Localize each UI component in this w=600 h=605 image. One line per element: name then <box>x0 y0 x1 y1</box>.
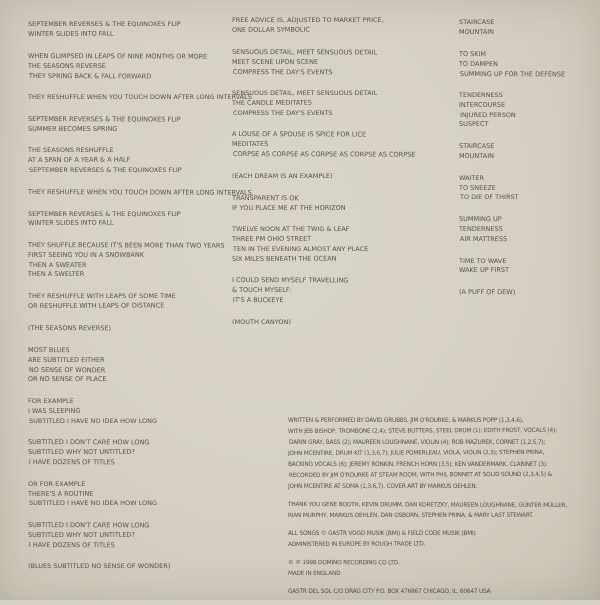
text-group <box>28 292 254 312</box>
text-group <box>459 50 565 80</box>
handwritten-line: DARIN GRAY, BASS (2); MAUREEN LOUGHNANE, VIOLIN (4); ROB MAZUREK, CORNET (1,2,5,7); <box>289 440 546 446</box>
handwritten-line: JOHN MCENTIRE AT SOMA (1,3,6,7). COVER ART BY MARKUS OEHLEN. <box>288 484 478 490</box>
handwritten-line: TEN IN THE EVENING ALMOST ANY PLACE <box>233 244 369 253</box>
handwritten-line: (BLUES SUBTITLED NO SENSE OF WONDER) <box>28 562 171 571</box>
handwritten-line: FIRST SEEING YOU IN A SNOWBANK <box>27 250 144 259</box>
handwritten-line: I HAVE DOZENS OF TITLES <box>28 457 115 467</box>
handwritten-line: FREE ADVICE IS, ADJUSTED TO MARKET PRICE, <box>232 16 384 24</box>
handwritten-line: WAKE UP FIRST <box>458 266 509 275</box>
handwritten-line: AT A SPAN OF A YEAR & A HALF <box>27 155 131 165</box>
handwritten-line: TO SNEEZE <box>458 183 496 192</box>
handwritten-line: JOHN MCENTIRE, DRUM KIT (1,3,6,7); JULIE POMERLEAU, VIOLA, VIOLIN (2,3); STEPHEN PRINA, <box>287 449 545 457</box>
handwritten-line: (THE SEASONS REVERSE) <box>27 323 112 333</box>
handwritten-line: SUMMING UP <box>458 215 502 224</box>
text-group <box>28 438 254 468</box>
text-group <box>288 416 596 493</box>
handwritten-line: A LOUSE OF A SPOUSE IS SPICE FOR LICE <box>231 130 367 139</box>
handwritten-line: SUBTITLED I HAVE NO IDEA HOW LONG <box>29 416 158 425</box>
handwritten-line: FOR EXAMPLE <box>28 396 74 405</box>
text-group <box>459 91 565 130</box>
handwritten-line: OR FOR EXAMPLE <box>28 479 86 488</box>
handwritten-line: SEPTEMBER REVERSES & THE EQUINOXES FLIP <box>28 20 181 28</box>
handwritten-line: SUBTITLED I DON'T CARE HOW LONG <box>27 438 150 447</box>
handwritten-line: MEET SCENE UPON SCENE <box>231 57 319 66</box>
handwritten-line: MOUNTAIN <box>458 151 494 160</box>
handwritten-line: INJURED PERSON <box>460 110 516 119</box>
handwritten-line: THE SEASONS RESHUFFLE <box>28 146 114 155</box>
handwritten-line: RECORDED BY JIM O'ROURKE AT STEAM ROOM, WITH PHIL BONNET AT SOLID SOUND (2,3,4,5) & <box>288 471 552 479</box>
handwritten-line: WHEN GLIMPSED IN LEAPS OF NINE MONTHS OR MORE <box>27 51 208 61</box>
handwritten-line: SEPTEMBER REVERSES & THE EQUINOXES FLIP <box>29 165 182 174</box>
handwritten-line: MEDITATES <box>231 140 269 149</box>
handwritten-line: CORPSE AS CORPSE AS CORPSE AS CORPSE AS CORPSE <box>232 149 416 159</box>
handwritten-line: SUBTITLED WHY NOT UNTITLED? <box>27 448 135 457</box>
handwritten-line: SUBTITLED I HAVE NO IDEA HOW LONG <box>29 499 158 508</box>
handwritten-line: (EACH DREAM IS AN EXAMPLE) <box>232 171 333 180</box>
lyrics-column-middle <box>232 16 415 328</box>
handwritten-line: ADMINISTERED IN EUROPE BY ROUGH TRADE LTD. <box>287 541 426 548</box>
handwritten-line: THANK YOU GENE BOOTH, KEVIN DRUMM, DAN KORETZKY, MAUREEN LOUGHNANE, GÜNTER MÜLLER, <box>287 502 568 509</box>
handwritten-line: AIR MATTRESS <box>459 234 508 243</box>
handwritten-line: THEY SHUFFLE BECAUSE IT'S BEEN MORE THAN TWO YEARS <box>27 241 225 250</box>
lyrics-column-right <box>459 18 565 298</box>
handwritten-line: I HAVE DOZENS OF TITLES <box>28 540 115 549</box>
handwritten-line: TRANSPARENT IS OK <box>231 193 299 202</box>
handwritten-line: WINTER SLIDES INTO FALL <box>27 218 114 228</box>
text-group <box>232 318 415 328</box>
handwritten-line: SIX MILES BENEATH THE OCEAN <box>231 254 337 263</box>
text-group <box>288 587 596 598</box>
text-group <box>28 93 254 103</box>
handwritten-line: WINTER SLIDES INTO FALL <box>27 29 114 38</box>
handwritten-line: SEPTEMBER REVERSES & THE EQUINOXES FLIP <box>28 209 181 218</box>
handwritten-line: SENSUOUS DETAIL, MEET SENSUOUS DETAIL <box>231 47 378 57</box>
handwritten-line: THEY SPRING BACK & FALL FORWARD <box>28 71 152 80</box>
handwritten-line: (A PUFF OF DEW) <box>458 288 516 297</box>
text-group <box>232 48 416 78</box>
handwritten-line: SUSPECT <box>458 120 489 129</box>
text-group <box>28 346 254 386</box>
handwritten-line: NO SENSE OF WONDER <box>28 365 106 374</box>
handwritten-line: TIME TO WAVE <box>459 256 507 265</box>
handwritten-line: MADE IN ENGLAND <box>287 570 341 577</box>
text-group <box>232 172 415 182</box>
handwritten-line: THEY RESHUFFLE WITH LEAPS OF SOME TIME <box>28 292 176 301</box>
handwritten-line: TENDERNESS <box>458 224 503 233</box>
handwritten-line: THEY RESHUFFLE WHEN YOU TOUCH DOWN AFTER LONG INTERVALS. <box>27 187 254 197</box>
text-group <box>232 16 415 36</box>
handwritten-line: THERE'S A ROUTINE <box>27 489 94 498</box>
text-group <box>28 188 254 199</box>
handwritten-line: I COULD SEND MYSELF TRAVELLING <box>231 276 349 285</box>
handwritten-line: ARE SUBTITLED EITHER <box>27 355 105 364</box>
handwritten-line: SUMMER BECOMES SPRING <box>27 124 118 133</box>
text-group <box>459 257 565 277</box>
handwritten-line: WITH JEB BISHOP, TROMBONE (2,4); STEVE BUTTERS, STEEL DRUM (1); EDITH FROST, VOCALS (4); <box>287 427 557 435</box>
handwritten-line: COMPRESS THE DAY'S EVENTS <box>232 67 333 76</box>
text-group <box>28 397 254 426</box>
handwritten-line: TO DIE OF THIRST <box>460 193 519 202</box>
text-group <box>28 210 254 230</box>
handwritten-line: RIAN MURPHY, MARKUS OEHLEN, DAN OSBORN, STEPHEN PRINA, & MARY LAST STEWART. <box>287 512 534 519</box>
handwritten-line: THEY RESHUFFLE WHEN YOU TOUCH DOWN AFTER LONG INTERVALS <box>28 92 252 101</box>
handwritten-line: ALL SONGS © GASTR VOGO MUSIK (BMI) & FIELD CODE MUSIK (BMI) <box>288 531 476 537</box>
handwritten-line: COMPRESS THE DAY'S EVENTS <box>233 108 333 117</box>
handwritten-line: STAIRCASE <box>458 142 495 151</box>
handwritten-line: THE SEASONS REVERSE <box>27 61 106 70</box>
text-group <box>28 480 254 509</box>
handwritten-line: MOUNTAIN <box>458 27 495 36</box>
handwritten-line: TENDERNESS <box>459 90 503 99</box>
handwritten-line: OR NO SENSE OF PLACE <box>27 375 107 384</box>
handwritten-line: SEPTEMBER REVERSES & THE EQUINOXES FLIP <box>27 114 181 124</box>
text-group <box>459 215 565 245</box>
handwritten-line: THE CANDLE MEDITATES <box>231 98 312 107</box>
handwritten-line: THEN A SWEATER <box>28 260 87 269</box>
handwritten-line: IT'S A BUCKEYE <box>232 295 284 305</box>
handwritten-line: STAIRCASE <box>459 18 495 26</box>
text-group <box>28 52 254 82</box>
text-group <box>288 529 596 551</box>
handwritten-line: GASTR DEL SOL C/O DRAG CITY P.O. BOX 476867 CHICAGO, IL. 60647 USA <box>288 589 491 595</box>
text-group <box>288 558 596 581</box>
handwritten-line: ONE DOLLAR SYMBOLIC <box>231 25 310 34</box>
text-group <box>232 225 415 264</box>
handwritten-line: © ℗ 1998 DOMINO RECORDING CO LTD. <box>287 560 400 567</box>
handwritten-line: TO DAMPEN <box>458 59 498 68</box>
text-group <box>232 194 416 214</box>
handwritten-line: & TOUCH MYSELF: <box>231 286 292 295</box>
handwritten-line: SUBTITLED WHY NOT UNTITLED? <box>27 530 135 539</box>
handwritten-line: SUBTITLED I DON'T CARE HOW LONG <box>27 521 150 530</box>
text-group <box>459 18 565 38</box>
handwritten-line: MOST BLUES <box>27 345 70 354</box>
text-group <box>28 562 254 572</box>
handwritten-line: WRITTEN & PERFORMED BY DAVID GRUBBS, JIM O'ROURKE, & MARKUS POPP (1,3,4,6), <box>288 418 524 424</box>
handwritten-line: BACKING VOCALS (6); JEREMY RONKIN, FRENCH HORN (3,5); KEN VANDERMARK, CLARINET (3). <box>288 462 548 468</box>
handwritten-line: SUMMING UP FOR THE DEFENSE <box>459 69 566 78</box>
handwritten-line: I WAS SLEEPING <box>27 406 81 415</box>
credits-block <box>288 416 596 605</box>
handwritten-line: OR RESHUFFLE WITH LEAPS OF DISTANCE <box>27 301 165 311</box>
handwritten-line: SENSUOUS DETAIL, MEET SENSUOUS DETAIL <box>232 88 378 97</box>
text-group <box>28 115 254 135</box>
handwritten-line: THEN A SWELTER <box>27 270 85 279</box>
handwritten-line: IF YOU PLACE ME AT THE HORIZON <box>231 203 346 212</box>
text-group <box>288 500 596 523</box>
text-group <box>459 142 565 162</box>
text-group <box>232 89 415 118</box>
handwritten-line: (MOUTH CANYON) <box>232 317 291 326</box>
handwritten-line: TWELVE NOON AT THE TWIG & LEAF <box>232 225 350 234</box>
lyrics-column-left <box>28 20 254 572</box>
text-group <box>28 521 254 551</box>
text-group <box>459 174 565 203</box>
text-group <box>232 276 416 306</box>
handwritten-line: THREE PM OHIO STREET <box>231 234 312 243</box>
handwritten-line: INTERCOURSE <box>458 100 506 109</box>
handwritten-line: TO SKIM <box>458 49 487 58</box>
text-group <box>28 146 254 175</box>
text-group <box>459 288 565 298</box>
text-group <box>232 130 416 160</box>
text-group <box>28 324 254 335</box>
text-group <box>28 20 254 40</box>
text-group <box>28 241 254 281</box>
handwritten-line: WAITER <box>459 173 485 182</box>
